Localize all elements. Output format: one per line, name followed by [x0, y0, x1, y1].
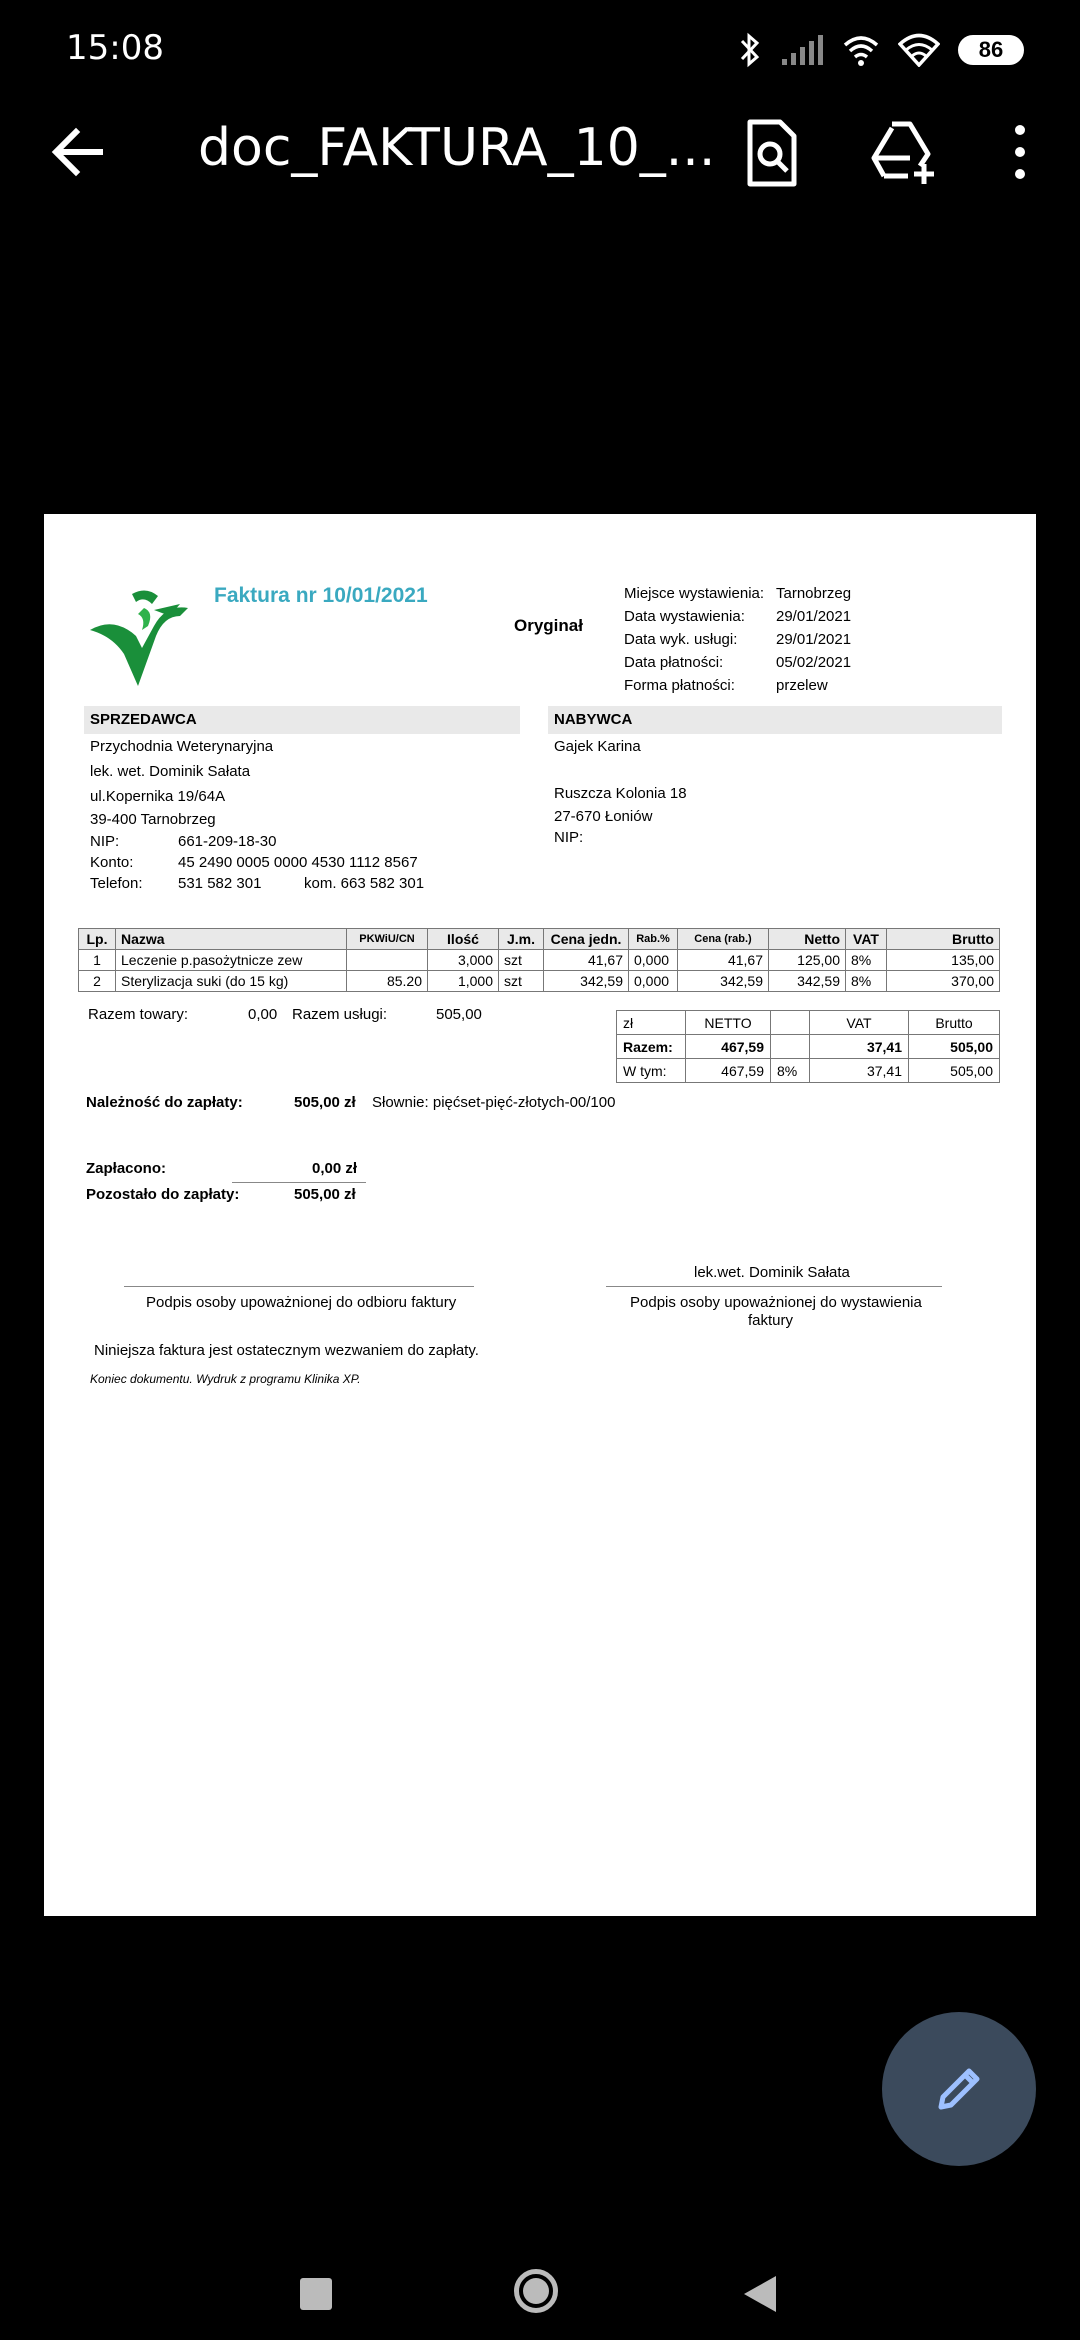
col-header: Brutto	[887, 929, 1000, 950]
pencil-icon	[929, 2059, 989, 2119]
paid-label: Zapłacono:	[86, 1160, 167, 1177]
meta-row: Data płatności: 05/02/2021	[624, 654, 852, 671]
col-header: Lp.	[79, 929, 116, 950]
buyer-street: Ruszcza Kolonia 18	[554, 785, 687, 802]
divider	[232, 1182, 366, 1183]
more-options-icon[interactable]	[1000, 120, 1040, 184]
col-header: Ilość	[428, 929, 499, 950]
table-header-row	[79, 929, 1000, 950]
seller-city: 39-400 Tarnobrzeg	[90, 811, 216, 828]
hotspot-wifi-icon	[842, 33, 880, 67]
seller-street: ul.Kopernika 19/64A	[90, 788, 226, 805]
col-header: VAT	[846, 929, 887, 950]
signature-issuer-caption: Podpis osoby upoważnionej do wystawienia	[630, 1294, 922, 1311]
summary-breakdown-row: W tym: 467,59 8% 37,41 505,00	[617, 1059, 1000, 1083]
meta-row: Data wyk. usługi: 29/01/2021	[624, 631, 852, 648]
find-in-document-icon[interactable]	[740, 118, 804, 188]
back-arrow-icon[interactable]	[46, 120, 110, 184]
col-header: Cena (rab.)	[678, 929, 769, 950]
meta-row: Data wystawienia: 29/01/2021	[624, 608, 852, 625]
col-header: J.m.	[499, 929, 544, 950]
add-to-drive-icon[interactable]	[870, 120, 940, 184]
signer-name: lek.wet. Dominik Sałata	[694, 1264, 850, 1281]
clinic-logo	[84, 586, 192, 690]
original-label: Oryginał	[514, 616, 583, 635]
signal-icon	[780, 33, 824, 67]
final-notice: Niniejsza faktura jest ostatecznym wezwaniem do zapłaty.	[94, 1342, 479, 1359]
seller-nip: NIP: 661-209-18-30	[90, 833, 277, 850]
status-time: 15:08	[66, 28, 164, 68]
invoice-page	[44, 514, 1036, 1916]
buyer-header: NABYWCA	[548, 706, 1002, 734]
total-services-value: 505,00	[436, 1006, 482, 1023]
col-header: PKWiU/CN	[347, 929, 428, 950]
bluetooth-icon	[738, 31, 762, 69]
seller-phone: Telefon: 531 582 301 kom. 663 582 301	[90, 875, 425, 892]
home-button[interactable]	[514, 2269, 558, 2313]
total-services-label: Razem usługi:	[292, 1006, 388, 1023]
invoice-title: Faktura nr 10/01/2021	[214, 584, 428, 607]
col-header: Nazwa	[116, 929, 347, 950]
app-bar	[0, 100, 1080, 200]
signature-receiver-caption: Podpis osoby upoważnionej do odbioru faktury	[146, 1294, 457, 1311]
buyer-block	[554, 734, 687, 848]
total-goods-label: Razem towary:	[88, 1006, 189, 1023]
back-button[interactable]	[742, 2274, 778, 2314]
buyer-city: 27-670 Łoniów	[554, 808, 653, 825]
total-goods-value: 0,00	[248, 1006, 278, 1023]
recents-button[interactable]	[300, 2278, 332, 2310]
meta-row: Miejsce wystawienia: Tarnobrzeg	[624, 585, 852, 602]
col-header: Rab.%	[629, 929, 678, 950]
summary-head-row: zł NETTO VAT Brutto	[617, 1011, 1000, 1035]
seller-account: Konto: 45 2490 0005 0000 4530 1112 8567	[90, 854, 418, 871]
status-icons	[738, 30, 1024, 70]
wifi-icon	[898, 33, 940, 67]
amount-in-words: Słownie: pięćset-pięć-złotych-00/100	[372, 1094, 616, 1111]
navigation-bar	[0, 2240, 1080, 2340]
signature-issuer-caption-2: faktury	[748, 1312, 794, 1329]
vat-summary-table	[616, 1010, 1000, 1083]
table-row: 1 Leczenie p.pasożytnicze zew 3,000 szt 41,67 0,000 41,67 125,00 8% 135,00	[79, 950, 1000, 971]
seller-name: Przychodnia Weterynaryjna	[90, 738, 274, 755]
edit-button[interactable]	[882, 2012, 1036, 2166]
buyer-name: Gajek Karina	[554, 738, 641, 755]
status-bar	[0, 0, 1080, 100]
amount-due-label: Należność do zapłaty:	[86, 1094, 243, 1111]
document-footer: Koniec dokumentu. Wydruk z programu Klinika XP.	[90, 1372, 361, 1386]
remaining-label: Pozostało do zapłaty:	[86, 1186, 240, 1203]
items-table	[78, 928, 1000, 992]
col-header: Netto	[769, 929, 846, 950]
buyer-nip: NIP:	[554, 829, 584, 846]
document-title: doc_FAKTURA_10_...	[198, 118, 716, 178]
table-row: 2 Sterylizacja suki (do 15 kg) 85.20 1,000 szt 342,59 0,000 342,59 342,59 8% 370,00	[79, 971, 1000, 992]
signature-line-issuer	[606, 1286, 942, 1287]
paid-value: 0,00 zł	[312, 1160, 358, 1177]
invoice-meta	[624, 582, 851, 697]
amount-due-value: 505,00 zł	[294, 1094, 356, 1111]
meta-row: Forma płatności: przelew	[624, 677, 828, 694]
signature-line-receiver	[124, 1286, 474, 1287]
battery-indicator: 86	[958, 35, 1024, 65]
seller-person: lek. wet. Dominik Sałata	[90, 763, 251, 780]
seller-block	[90, 734, 424, 894]
col-header: Cena jedn.	[544, 929, 629, 950]
seller-header: SPRZEDAWCA	[84, 706, 520, 734]
remaining-value: 505,00 zł	[294, 1186, 356, 1203]
summary-total-row: Razem: 467,59 37,41 505,00	[617, 1035, 1000, 1059]
